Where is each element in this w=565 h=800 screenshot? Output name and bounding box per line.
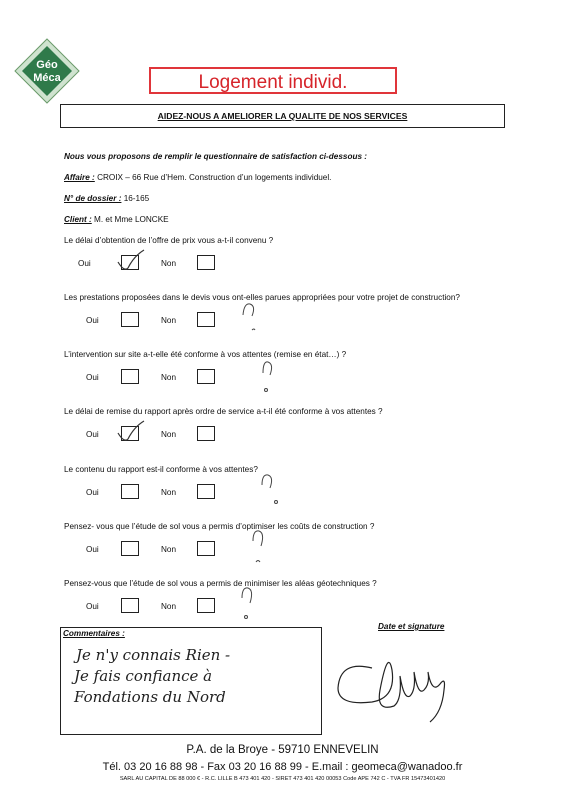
question-text: L’intervention sur site a-t-elle été conforme à vos attentes (remise en état…) ?: [64, 350, 347, 359]
non-label: Non: [161, 545, 177, 554]
question-mark-icon: [253, 531, 263, 562]
check-mark-icon: [118, 421, 144, 440]
non-label: Non: [161, 316, 177, 325]
non-label: Non: [161, 259, 177, 268]
intro-text: Nous vous proposons de remplir le questionnaire de satisfaction ci-dessous :: [64, 152, 368, 161]
footer-legal: SARL AU CAPITAL DE 88 000 € - R.C. LILLE B 473 401 420 - SIRET 473 401 420 00053 Code APE 742 C - TVA FR 15473401420: [119, 776, 446, 782]
oui-label: Oui: [86, 545, 99, 554]
oui-label: Oui: [86, 430, 99, 439]
check-mark-icon: [118, 250, 144, 269]
question-mark-icon: [262, 475, 278, 504]
non-label: Non: [161, 373, 177, 382]
question-mark-icon: [263, 362, 272, 392]
footer-contact: Tél. 03 20 16 88 98 - Fax 03 20 16 88 99 - E.mail : geomeca@wanadoo.fr: [102, 761, 463, 773]
dossier-label: N° de dossier :: [64, 194, 122, 203]
oui-label: Oui: [86, 373, 99, 382]
non-label: Non: [161, 430, 177, 439]
signature-icon: [338, 662, 445, 722]
date-signature-label: Date et signature: [378, 622, 445, 631]
question-text: Pensez-vous que l’étude de sol vous a permis de minimiser les aléas géotechniques ?: [64, 579, 377, 588]
logo-text-bottom: Méca: [33, 72, 61, 84]
footer-address: P.A. de la Broye - 59710 ENNEVELIN: [186, 744, 379, 756]
non-label: Non: [161, 488, 177, 497]
comments-label: Commentaires :: [63, 629, 125, 638]
affaire-label: Affaire :: [64, 173, 95, 182]
comment-line-2: Je fais confiance à: [74, 667, 213, 685]
oui-label: Oui: [86, 316, 99, 325]
survey-heading: AIDEZ-NOUS A AMELIORER LA QUALITE DE NOS SERVICES: [157, 111, 408, 121]
question-mark-icon: [243, 304, 255, 330]
question-text: Les prestations proposées dans le devis vous ont-elles parues appropriées pour votre projet de construction?: [64, 293, 460, 302]
housing-type-banner: Logement individ.: [149, 67, 397, 94]
oui-label: Oui: [86, 488, 99, 497]
comment-line-1: Je n'y connais Rien -: [76, 646, 231, 664]
comment-line-3: Fondations du Nord: [74, 688, 226, 706]
question-text: Le contenu du rapport est-il conforme à vos attentes?: [64, 465, 258, 474]
logo-text-top: Géo: [36, 59, 58, 71]
client-value: M. et Mme LONCKE: [91, 215, 169, 224]
non-label: Non: [161, 602, 177, 611]
question-text: Pensez- vous que l’étude de sol vous a permis d’optimiser les coûts de construction ?: [64, 522, 375, 531]
oui-label: Oui: [86, 602, 99, 611]
oui-label: Oui: [78, 259, 91, 268]
question-text: Le délai de remise du rapport après ordre de service a-t-il été conforme à vos attentes ?: [64, 407, 383, 416]
dossier-value: 16-165: [121, 194, 150, 203]
affaire-value: CROIX – 66 Rue d’Hem. Construction d’un logements individuel.: [94, 173, 332, 182]
question-text: Le délai d’obtention de l’offre de prix vous a-t-il convenu ?: [64, 236, 274, 245]
question-mark-icon: [242, 588, 252, 619]
client-label: Client :: [64, 215, 92, 224]
